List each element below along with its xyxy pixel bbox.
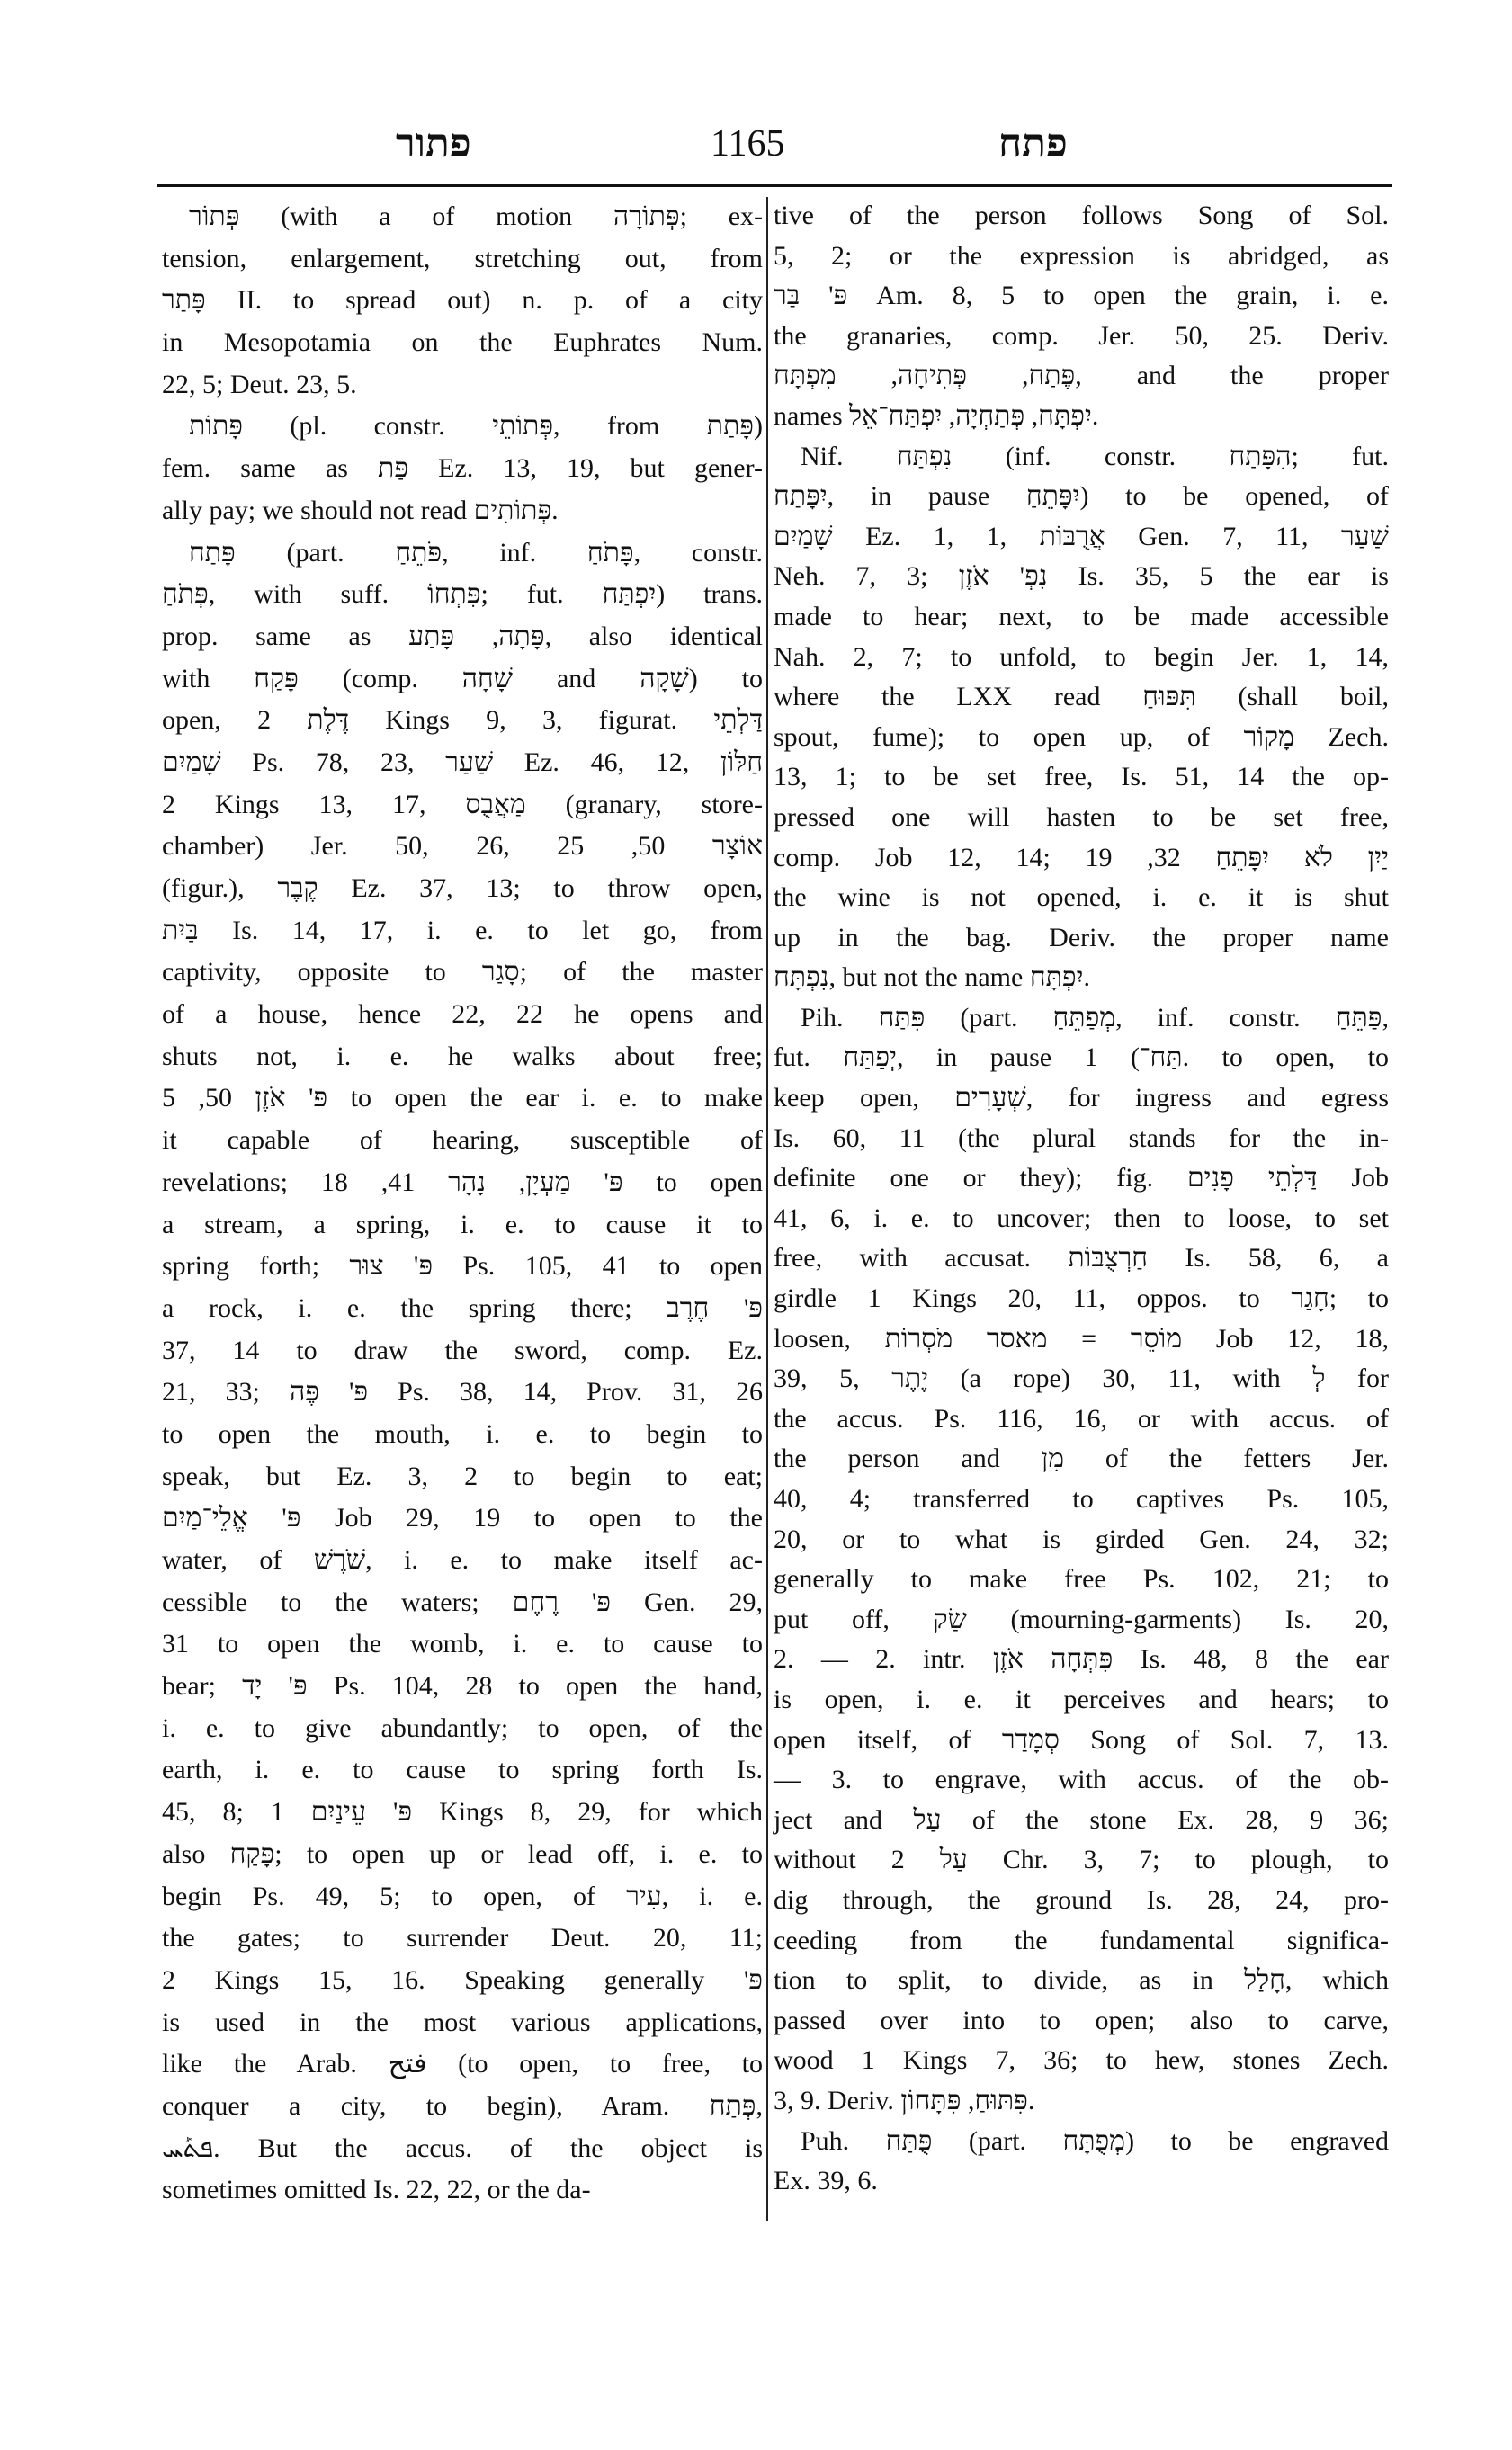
text-line: Nif. נִפְתַּח (inf. constr. הִפָּתַח; fut. (801, 441, 1389, 471)
text-line: פְּתוֹר (with a of motion פְּתוֹרָה; ex- (189, 201, 763, 231)
text-line: 31 to open the womb, i. e. to cause to (162, 1629, 763, 1659)
text-line: 37, 14 to draw the sword, comp. Ez. (162, 1335, 763, 1365)
text-line: free, with accusat. חַרְצֻבּוֹת Is. 58, 6, a (774, 1243, 1389, 1274)
text-line: open itself, of סְמָדַר Song of Sol. 7, 13. (774, 1724, 1389, 1755)
text-line: definite one or they); fig. דַּלְתֵי פָנִים Job (774, 1163, 1390, 1194)
text-line: בַּיִת Is. 14, 17, i. e. to let go, from (162, 915, 763, 945)
text-line: chamber) Jer. 50, 26, אוֹצָר 50, 25 (162, 831, 763, 862)
text-line: ally pay; we should not read פְּתוֹתִים. (162, 495, 559, 525)
text-line: tive of the person follows Song of Sol. (774, 201, 1389, 230)
text-line: ceeding from the fundamental significa- (774, 1925, 1389, 1955)
text-line: put off, שַׂק (mourning-garments) Is. 20, (774, 1604, 1389, 1634)
text-line: pressed one will hasten to be set free, (774, 801, 1389, 832)
text-line: 22, 5; Deut. 23, 5. (162, 369, 357, 399)
text-line: where the LXX read תִּפּוּחַ (shall boil, (774, 682, 1389, 712)
text-line: tension, enlargement, stretching out, from (162, 243, 763, 273)
text-line: fem. same as פַּת Ez. 13, 19, but gener- (162, 453, 763, 484)
page-number: 1165 (711, 123, 785, 165)
text-line: captivity, opposite to סָגַר; of the master (162, 957, 763, 988)
running-head-left: פתור (396, 121, 471, 165)
text-line: tion to split, to divide, as in חָלַל, which (774, 1965, 1389, 1996)
text-line: without עַל 2 Chr. 3, 7; to plough, to (774, 1845, 1389, 1875)
text-line: the wine is not opened, i. e. it is shut (774, 882, 1389, 913)
text-line: 40, 4; transferred to captives Ps. 105, (774, 1484, 1389, 1514)
text-line: 13, 1; to be set free, Is. 51, 14 the op- (774, 762, 1389, 792)
text-line: passed over into to open; also to carve, (774, 2005, 1389, 2035)
text-line: 2. — 2. intr. פִּתְּחָה אֹזֶן Is. 48, 8 the ear (774, 1644, 1389, 1675)
text-line: also פָּקַח; to open up or lead off, i. e. to (162, 1838, 763, 1869)
text-line: 3, 9. Deriv. פִּתּוּחַ, פִּתָּחוֹן. (774, 2085, 1035, 2115)
text-line: 21, 33; פּ' פֶּה Ps. 38, 14, Prov. 31, 26 (162, 1377, 763, 1408)
text-line: names יִפְתָּח, פְּתַחְיָה, יִפְתַּח־אֵל. (774, 400, 1099, 431)
text-line: 41, 6, i. e. to uncover; then to loose, to set (774, 1203, 1389, 1233)
text-line: keep open, שְׁעָרִים, for ingress and egress (774, 1083, 1389, 1113)
text-line: Neh. 7, 3; נִפְ' אֹזֶן Is. 35, 5 the ear is (774, 561, 1389, 592)
text-line: 2 Kings 13, 17, מַאֲבֻס (granary, store- (162, 789, 763, 819)
text-line: פּ' אֹזֶן 50, 5 to open the ear i. e. to make (162, 1083, 764, 1113)
text-line: the gates; to surrender Deut. 20, 11; (162, 1923, 763, 1954)
text-line: ject and עַל of the stone Ex. 28, 9 36; (774, 1804, 1389, 1835)
text-line: שָׁמַיִם Ez. 1, 1, אֲרֻבּוֹת Gen. 7, 11, שַׁעַר (774, 521, 1389, 551)
text-line: Is. 60, 11 (the plural stands for the in- (774, 1122, 1389, 1153)
text-line: made to hear; next, to be made accessible (774, 601, 1389, 631)
text-line: (figur.), קֶבֶר Ez. 37, 13; to throw open, (162, 873, 763, 903)
text-line: bear; פּ' יָד Ps. 104, 28 to open the hand, (162, 1671, 763, 1702)
text-line: to open the mouth, i. e. to begin to (162, 1418, 763, 1449)
text-line: פּ' בַּר Am. 8, 5 to open the grain, i. e. (774, 281, 1389, 311)
text-line: fut. יְפַתַּח, in pause תַּח־) 1. to open, to (774, 1042, 1389, 1073)
text-line: פָּתַח (part. פֹּתֵחַ, inf. פָּתֹחַ, constr. (189, 537, 763, 568)
text-line: is open, i. e. it perceives and hears; to (774, 1684, 1389, 1714)
text-line: shuts not, i. e. he walks about free; (162, 1041, 763, 1071)
text-line: water, of שֹׁרֶשׁ, i. e. to make itself ac- (162, 1545, 763, 1575)
right-column (774, 196, 1389, 2202)
text-line: נִפְתָּח, but not the name יִפְתָּח. (774, 962, 1090, 993)
column-divider (766, 197, 768, 2221)
text-line: conquer a city, to begin), Aram. פְּתַח, (162, 2090, 763, 2121)
text-line: of a house, hence 22, 22 he opens and (162, 999, 763, 1030)
text-line: פְּתֹחַ, with suff. פִּתְחוֹ; fut. יִפְתַּח) trans. (162, 579, 763, 610)
text-line: cessible to the waters; פּ' רֶחֶם Gen. 29, (162, 1587, 764, 1617)
text-line: dig through, the ground Is. 28, 24, pro- (774, 1884, 1389, 1915)
text-line: revelations; פּ' מַעְיָן, נָהָר 41, 18 to open (162, 1167, 763, 1197)
text-line: prop. same as פָּתָה, פָּתַע, also identical (162, 621, 764, 651)
text-line: loosen, מוֹסֵר = מאסר מֹסְרוֹת Job 12, 18, (774, 1323, 1389, 1354)
text-line: sometimes omitted Is. 22, 22, or the da- (162, 2175, 591, 2205)
text-line: a stream, a spring, i. e. to cause it to (162, 1209, 763, 1239)
text-line: i. e. to give abundantly; to open, of the (162, 1712, 763, 1743)
text-line: spout, fume); to open up, of מָקוֹר Zech. (774, 721, 1389, 752)
left-column (162, 196, 763, 2212)
text-line: comp. Job 12, 14; יַיִן לֹא יִפָּתֵחַ 32, 19 (774, 842, 1389, 872)
text-line: Nah. 2, 7; to unfold, to begin Jer. 1, 14, (774, 641, 1389, 672)
text-line: פָּתַר II. to spread out) n. p. of a city (162, 285, 763, 316)
text-line: Puh. פֻּתַּח (part. מְפֻתָּח) to be engraved (801, 2125, 1390, 2156)
text-line: — 3. to engrave, with accus. of the ob- (774, 1765, 1389, 1795)
text-line: 20, or to what is girded Gen. 24, 32; (774, 1524, 1389, 1554)
text-line: like the Arab. فتح (to open, to free, to (162, 2049, 764, 2079)
text-line: begin Ps. 49, 5; to open, of עִיר, i. e. (162, 1881, 763, 1911)
text-line: with פָּקַח (comp. שָׁחָה and שָׁקָה) to (162, 663, 763, 693)
text-line: פּ' אֱלֵי־מַיִם Job 29, 19 to open to the (162, 1503, 763, 1533)
text-line: ܦܬܰܚ. But the accus. of the object is (162, 2133, 763, 2163)
header-rule (157, 184, 1392, 187)
text-line: spring forth; פּ' צוּר Ps. 105, 41 to open (162, 1251, 763, 1282)
text-line: the accus. Ps. 116, 16, or with accus. of (774, 1403, 1389, 1434)
text-line: in Mesopotamia on the Euphrates Num. (162, 327, 763, 358)
text-line: שָׁמַיִם Ps. 78, 23, שַׁעַר Ez. 46, 12, חַלּוֹן (162, 747, 764, 777)
text-line: 39, 5, יֶתֶר (a rope) 30, 11, with לְ for (774, 1364, 1390, 1394)
text-line: Ex. 39, 6. (774, 2166, 878, 2196)
text-line: פֶּתַח, פְּתִיחָה, מִפְתָּח, and the proper (774, 361, 1389, 391)
text-line: is used in the most various applications, (162, 2007, 763, 2037)
text-line: יִפָּתַח, in pause יִפָּתֵחַ) to be opened, of (774, 481, 1389, 512)
text-line: speak, but Ez. 3, 2 to begin to eat; (162, 1461, 763, 1491)
text-line: earth, i. e. to cause to spring forth Is. (162, 1755, 763, 1785)
text-line: girdle 1 Kings 20, 11, oppos. to חָגַר; to (774, 1283, 1389, 1314)
text-line: it capable of hearing, susceptible of (162, 1125, 763, 1156)
text-line: 45, 8; פּ' עֵינַיִם 1 Kings 8, 29, for which (162, 1797, 763, 1828)
text-line: Pih. פִּתַּח (part. מְפַתֵּחַ, inf. constr. פַּתֵּחַ, (801, 1002, 1389, 1033)
text-line: up in the bag. Deriv. the proper name (774, 922, 1389, 952)
text-line: open, דֶּלֶת 2 Kings 9, 3, figurat. דַּלְתֵי (162, 705, 763, 736)
text-line: פָּתוֹת (pl. constr. פְּתוֹתֵי, from פָּתַת) (189, 411, 763, 442)
text-line: the granaries, comp. Jer. 50, 25. Deriv. (774, 320, 1389, 351)
text-line: wood 1 Kings 7, 36; to hew, stones Zech. (774, 2045, 1389, 2076)
text-line: the person and מִן of the fetters Jer. (774, 1444, 1390, 1474)
running-head-right: פתח (998, 121, 1068, 165)
text-line: a rock, i. e. the spring there; פּ' חֶרֶב (162, 1292, 763, 1323)
text-line: 5, 2; or the expression is abridged, as (774, 240, 1389, 271)
text-line: 2 Kings 15, 16. Speaking generally 'פּ (162, 1964, 763, 1995)
text-line: generally to make free Ps. 102, 21; to (774, 1564, 1389, 1595)
